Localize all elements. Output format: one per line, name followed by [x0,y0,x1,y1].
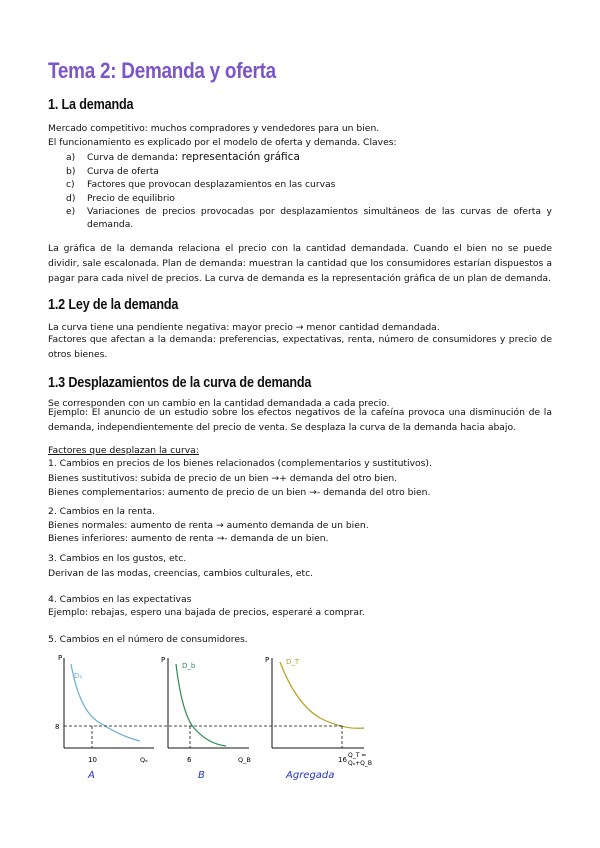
text-line: Bienes normales: aumento de renta → aumento demanda de un bien. [48,520,369,531]
paragraph: La gráfica de la demanda relaciona el precio con la cantidad demandada. Cuando el bien no se puede dividir, sale escalonada. Plan de demanda: muestran la cantidad que los consumidores estarían dispuestos a pagar para cada nivel de precios. La curva de demanda es la representación gráfica de un plan de demanda. [48,243,552,285]
q-value-aggregate: 16 [338,756,347,764]
x-axis-label-a: Qₐ [140,756,148,764]
caption-b: B [198,770,205,781]
price-label: 8 [55,723,60,731]
factors-title: Factores que desplazan la curva: [48,445,199,456]
demand-curve-aggregate [280,662,364,728]
curve-label-a: Dₐ [74,672,83,680]
caption-aggregate: Agregada [286,770,335,781]
y-axis-label: P [58,654,63,662]
chart-aggregate [265,656,372,781]
curve-label-b: D_b [182,662,196,670]
list-item: a) Curva de demanda: representación gráfica [66,151,300,163]
paragraph: Factores que afectan a la demanda: preferencias, expectativas, renta, número de consumidores y precio de otros bienes. [48,334,552,361]
text-line: 5. Cambios en el número de consumidores. [48,634,248,645]
paragraph: Ejemplo: El anuncio de un estudio sobre los efectos negativos de la cafeína provoca una disminución de la demanda, independientemente del precio de venta. Se desplaza la curva de la demanda hacia abajo. [48,407,552,434]
text-line: Se corresponden con un cambio en la cantidad demandada a cada precio. [48,398,390,409]
text-line: Bienes inferiores: aumento de renta →- demanda de un bien. [48,533,329,544]
section-heading-desplazamientos: 1.3 Desplazamientos de la curva de demanda [48,374,312,391]
demand-curve-b [176,664,226,746]
q-value-a: 10 [88,756,97,764]
text-line: Bienes complementarios: aumento de precio de un bien →- demanda del otro bien. [48,487,431,498]
list-item: b) Curva de oferta [66,166,159,177]
x-axis-label-b: Q_B [238,756,251,764]
text-line: 4. Cambios en las expectativas [48,594,192,605]
section-heading-ley: 1.2 Ley de la demanda [48,296,179,313]
list-item: e) Variaciones de precios provocadas por desplazamientos simultáneos de las curvas de oferta y demanda. [66,206,552,230]
text-line: Mercado competitivo: muchos compradores y vendedores para un bien. [48,123,380,134]
q-value-b: 6 [187,756,192,764]
page-title: Tema 2: Demanda y oferta [48,58,276,83]
y-axis-label: P [161,656,166,664]
text-line: 3. Cambios en los gustos, etc. [48,553,187,564]
text-line: Derivan de las modas, creencias, cambios culturales, etc. [48,568,314,579]
text-line: Ejemplo: rebajas, espero una bajada de precios, esperaré a comprar. [48,607,365,618]
text-line: La curva tiene una pendiente negativa: mayor precio → menor cantidad demandada. [48,322,440,333]
x-axis-label-aggregate-sum: Qₐ+Q_B [348,760,372,767]
text-line: Bienes sustitutivos: subida de precio de un bien →+ demanda del otro bien. [48,473,398,484]
section-heading-demanda: 1. La demanda [48,96,134,113]
y-axis-label: P [265,656,270,664]
text-line: El funcionamiento es explicado por el modelo de oferta y demanda. Claves: [48,137,397,148]
demand-curves-figure [44,648,384,788]
caption-a: A [88,770,95,781]
list-item: c) Factores que provocan desplazamientos en las curvas [66,179,336,190]
curve-label-aggregate: D_T [286,658,300,666]
text-line: 2. Cambios en la renta. [48,506,156,517]
text-line: 1. Cambios en precios de los bienes relacionados (complementarios y sustitutivos). [48,458,432,469]
chart-a [55,654,154,781]
list-item: d) Precio de equilibrio [66,193,175,204]
chart-b [161,656,251,781]
x-axis-label-aggregate: Q_T = [348,752,367,759]
